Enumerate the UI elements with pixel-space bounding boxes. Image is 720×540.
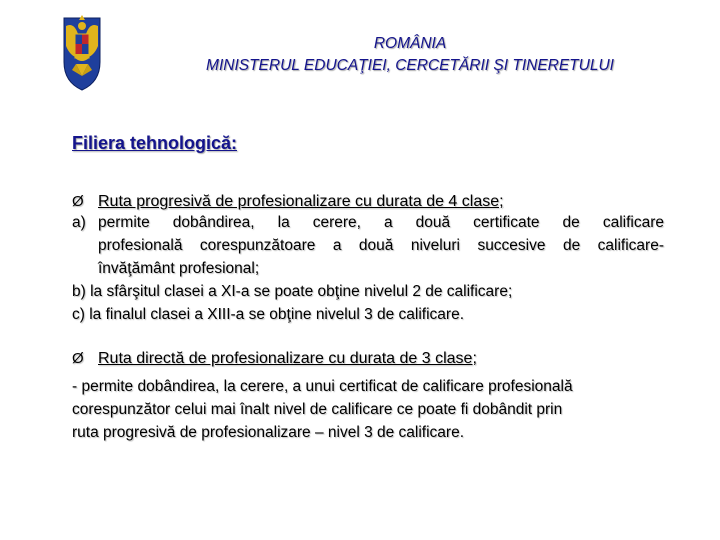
list-item-a-line2: profesională corespunzătoare a două niveluri succesive de calificare- (98, 237, 664, 254)
romanian-coat-of-arms-icon (62, 12, 102, 92)
ministry-header (140, 33, 680, 77)
country-name: ROMÂNIA (373, 35, 447, 52)
route-direct-heading (72, 350, 477, 368)
list-marker-a: a) (72, 214, 86, 231)
route-direct-line: ruta progresivă de profesionalizare – nivel 3 de calificare. (72, 424, 465, 441)
arrow-bullet-icon: Ø (72, 350, 84, 367)
route-direct-label: Ruta directă de profesionalizare cu durata de 3 clase; (98, 350, 477, 367)
section-title: Filiera tehnologică: (72, 133, 238, 153)
route-progressive-label: Ruta progresivă de profesionalizare cu durata de 4 clase; (98, 193, 504, 210)
list-item-c: c) la finalul clasei a XIII-a se obţine nivelul 3 de calificare. (72, 306, 465, 323)
list-item-a-line3: învăţământ profesional; (98, 260, 260, 277)
route-direct-line: corespunzător celui mai înalt nivel de calificare ce poate fi dobândit prin (72, 401, 563, 418)
list-item-a (72, 211, 664, 280)
route-direct-description (72, 375, 664, 444)
route-progressive-heading (72, 193, 504, 211)
route-direct-line: - permite dobândirea, la cerere, a unui certificat de calificare profesională (72, 378, 573, 395)
route-progressive-list (72, 211, 664, 326)
list-item-a-line1: permite dobândirea, la cerere, a două certificate de calificare (98, 214, 664, 231)
ministry-name: MINISTERUL EDUCAŢIEI, CERCETĂRII ŞI TINERETULUI (206, 57, 614, 74)
arrow-bullet-icon: Ø (72, 193, 84, 210)
list-item-b: b) la sfârşitul clasei a XI-a se poate obţine nivelul 2 de calificare; (72, 283, 513, 300)
